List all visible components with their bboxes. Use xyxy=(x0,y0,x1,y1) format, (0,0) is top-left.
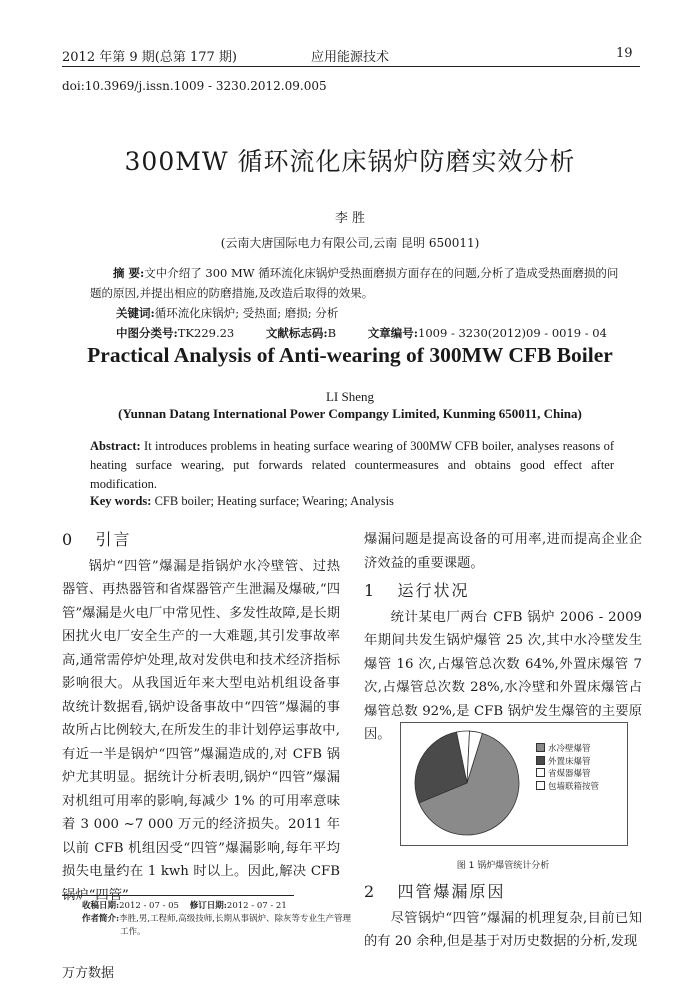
doi: doi:10.3969/j.issn.1009 - 3230.2012.09.005 xyxy=(62,79,327,93)
section-0-number: 0 xyxy=(62,530,75,549)
english-abstract xyxy=(90,437,614,494)
header-rule xyxy=(62,66,640,67)
section-0-paragraph: 锅炉“四管”爆漏是指锅炉水冷壁管、过热器管、再热器管和省煤器管产生泄漏及爆破,“四管”爆漏是火电厂中常见性、多发性故障,是长期困扰火电厂安全生产的一大难题,其引发事故率高,通常需停炉处理,故对发供电和技术经济指标影响很大。从我国近年来大型电站机组设备事故统计数据看,锅炉设备事故中“四管”爆漏的事故所占比例较大,在所发生的非计划停运事故中,有近一半是锅炉“四管”爆漏造成的,对 CFB 锅炉尤其明显。据统计分析表明,锅炉“四管”爆漏对机组可用率的影响,每减少 1% 的可用率意味着 3 000 ~7 000 万元的经济损失。2011 年以前 CFB 机组因受“四管”爆漏影响,每年平均损失电量约在 1 kwh 时以上。因此,解决 CFB 锅炉“四管” xyxy=(62,558,340,903)
keywords: 循环流化床锅炉; 受热面; 磨损; 分析 xyxy=(154,306,339,320)
english-title: Practical Analysis of Anti-wearing of 300MW CFB Boiler xyxy=(87,343,613,367)
legend-entry: 省煤器爆管 xyxy=(536,768,624,781)
paper-title: 300MW 循环流化床锅炉防磨实效分析 xyxy=(124,147,576,176)
received-label: 收稿日期: xyxy=(82,901,120,911)
english-affiliation: (Yunnan Datang International Power Compangy Limited, Kunming 650011, China) xyxy=(118,406,582,421)
figure-caption: 图 1 锅炉爆管统计分析 xyxy=(456,861,550,871)
keywords-label: 关键词: xyxy=(116,306,155,320)
footnote-rule xyxy=(62,895,294,896)
section-0-continuation: 爆漏问题是提高设备的可用率,进而提高企业企济效益的重要课题。 xyxy=(364,532,642,571)
section-1-number: 1 xyxy=(364,581,377,600)
english-abstract-label: Abstract: xyxy=(90,439,141,453)
class-label: 中图分类号: xyxy=(116,326,178,340)
section-2-heading xyxy=(364,880,642,904)
docid-value: B xyxy=(327,326,337,340)
figure-1 xyxy=(400,722,628,846)
issue-info: 2012 年第 9 期(总第 177 期) xyxy=(62,50,237,65)
author: 李 胜 xyxy=(334,211,366,226)
revised-date: 2012 - 07 - 21 xyxy=(226,901,287,911)
affiliation: (云南大唐国际电力有限公司,云南 昆明 650011) xyxy=(220,236,480,250)
received-date: 2012 - 07 - 05 xyxy=(119,901,179,911)
class-value: TK229.23 xyxy=(177,326,235,340)
section-0-title: 引言 xyxy=(95,530,132,549)
journal-name: 应用能源技术 xyxy=(310,50,389,65)
right-column xyxy=(364,528,642,747)
section-2 xyxy=(364,880,642,954)
docid-label: 文献标志码: xyxy=(265,326,328,340)
section-2-number: 2 xyxy=(364,882,377,901)
abstract-text: 文中介绍了 300 MW 循环流化床锅炉受热面磨损方面存在的问题,分析了造成受热面磨损的问题的原因,并提出相应的防磨措施,及改造后取得的效果。 xyxy=(90,266,619,300)
section-2-paragraph: 尽管锅炉“四管”爆漏的机理复杂,目前已知的有 20 余种,但是基于对历史数据的分析,发现 xyxy=(364,910,642,949)
section-0-heading xyxy=(62,528,340,552)
english-keywords xyxy=(90,494,394,509)
bio-label: 作者简介: xyxy=(82,914,120,924)
abstract-cn xyxy=(90,263,622,343)
english-abstract-text: It introduces problems in heating surface wearing of 300MW CFB boiler, analyses reasons of heating surface wearing, put forwards related countermeasures and obtains good effect after modification. xyxy=(90,439,614,491)
article-label: 文章编号: xyxy=(367,326,419,340)
footnote xyxy=(82,900,352,939)
section-1-heading xyxy=(364,579,642,603)
section-2-title: 四管爆漏原因 xyxy=(397,882,506,901)
legend-entry: 水冷壁爆管 xyxy=(536,743,624,756)
watermark: 万方数据 xyxy=(62,966,115,981)
legend-swatch xyxy=(536,768,545,777)
english-author: LI Sheng xyxy=(325,389,375,404)
page-number: 19 xyxy=(616,46,633,61)
english-keywords-text: CFB boiler; Heating surface; Wearing; Analysis xyxy=(154,494,394,508)
article-value: 1009 - 3230(2012)09 - 0019 - 04 xyxy=(418,326,607,340)
english-keywords-label: Key words: xyxy=(90,494,152,508)
section-1-paragraph: 统计某电厂两台 CFB 锅炉 2006 - 2009 年期间共发生锅炉爆管 25 次,其中水冷壁发生爆管 16 次,占爆管总次数 64%,外置床爆管 7 次,占爆管总次数 28%,水冷壁和外置床爆管占爆管总数 92%,是 CFB 锅炉发生爆管的主要原因。 xyxy=(364,609,642,742)
legend-entry: 外置床爆管 xyxy=(536,756,624,769)
revised-label: 修订日期: xyxy=(189,901,227,911)
left-column xyxy=(62,528,340,907)
legend-swatch xyxy=(536,756,545,765)
abstract-label: 摘 要: xyxy=(113,266,145,280)
legend-swatch xyxy=(536,781,545,790)
legend-entry: 包墙联箱按管 xyxy=(536,781,624,794)
pie-chart xyxy=(409,725,529,843)
legend-swatch xyxy=(536,743,545,752)
section-1-title: 运行状况 xyxy=(397,581,470,600)
pie-legend xyxy=(536,743,624,793)
author-bio: 李胜,男,工程师,高级技师,长期从事锅炉、除灰等专业生产管理工作。 xyxy=(119,914,351,937)
